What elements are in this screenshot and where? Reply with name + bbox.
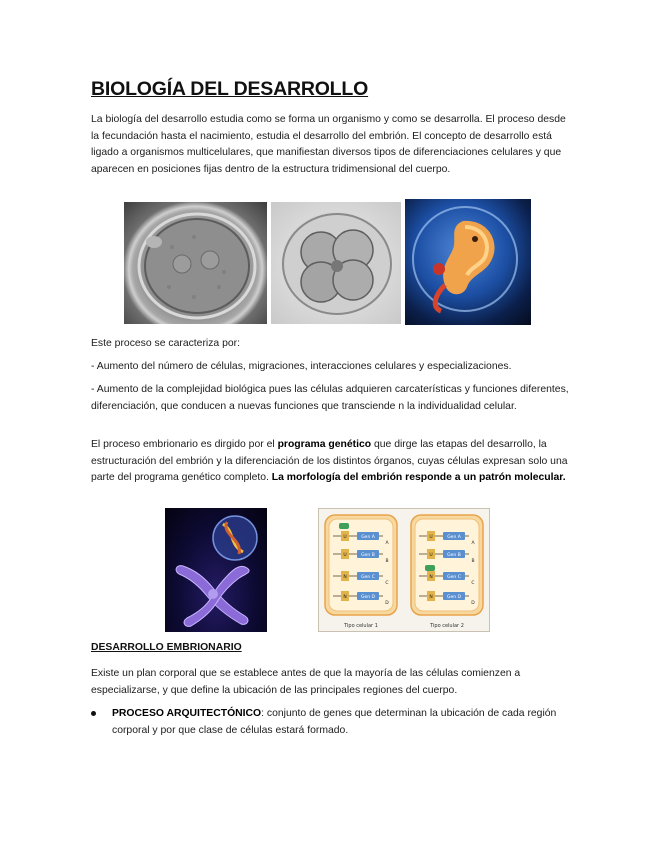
genetic-program-term: programa genético	[277, 439, 372, 450]
page-title: BIOLOGÍA DEL DESARROLLO	[91, 78, 369, 100]
product-label: C	[385, 581, 389, 586]
cleavage-cells-image	[271, 202, 401, 324]
bullet-item-architectural	[112, 706, 569, 739]
zygote-image	[124, 202, 267, 324]
bullet-text: : conjunto de genes que determinan la ubicación de cada región corporal y por que clase de células estará formado.	[112, 708, 557, 736]
regulator-label: U	[429, 553, 433, 558]
point-cell-increase: - Aumento del número de células, migraciones, interacciones celulares y especializaciones.	[91, 361, 512, 372]
gene-label: Gen A	[361, 535, 375, 540]
regulator-label: N	[429, 595, 433, 600]
gene-label: Gen C	[361, 575, 375, 580]
embryo-image	[405, 199, 531, 325]
product-label: C	[471, 581, 475, 586]
cell-type-2-label: Tipo celular 2	[430, 623, 464, 629]
regulator-label: N	[343, 575, 347, 580]
gene-label: Gen B	[361, 553, 375, 558]
product-label: A	[471, 541, 475, 546]
product-label: B	[471, 559, 475, 564]
product-label: B	[385, 559, 389, 564]
bullet-icon	[91, 711, 96, 716]
gene-label: Gen D	[446, 595, 462, 600]
section-paragraph: Existe un plan corporal que se establece antes de que la mayoría de las células comienzen a especializarse, y que define la ubicación de las principales regiones del cuerpo.	[91, 668, 521, 696]
regulator-label: U	[429, 535, 433, 540]
gene-label: Gen D	[360, 595, 376, 600]
genetic-program-paragraph	[91, 437, 569, 487]
section-heading: DESARROLLO EMBRIONARIO	[91, 642, 242, 653]
genetic-text-2: que dirge las etapas del desarrollo, la estructuración del embrión y la diferenciación de los distintos órganos, cuyas células expresan solo una parte del programa genético completo.	[91, 439, 568, 484]
regulator-label: U	[343, 535, 347, 540]
point-complexity: - Aumento de la complejidad biológica pues las células adquieren carcaterísticas y funciones diferentes, diferenciación, que conducen a nuevas funciones que transciende n la individualidad celular.	[91, 384, 569, 412]
gene-label: Gen C	[447, 575, 461, 580]
gene-label: Gen B	[447, 553, 461, 558]
cell-type-1-label: Tipo celular 1	[344, 623, 378, 629]
intro-paragraph: La biología del desarrollo estudia como se forma un organismo y como se desarrolla. El proceso desde la fecundación hasta el nacimiento, estudia el desarrollo del embrión. El concepto de desarrollo está ligado a organismos multicelulares, que manifiestan diversos tipos de diferenciaciones celulares y que aparecen en posiciones fijas dentro de la estructura tridimensional del cuerpo.	[91, 114, 566, 175]
morphology-statement: La morfología del embrión responde a un patrón molecular.	[271, 472, 566, 484]
regulator-label: U	[343, 553, 347, 558]
characterized-by-text: Este proceso se caracteriza por:	[91, 338, 241, 349]
gene-expression-diagram	[318, 508, 490, 632]
bullet-term: PROCESO ARQUITECTÓNICO	[112, 708, 262, 719]
regulator-label: N	[429, 575, 433, 580]
genetic-text-1: El proceso embrionario es dirgido por el	[91, 439, 278, 450]
gene-label: Gen A	[447, 535, 461, 540]
product-label: D	[471, 601, 475, 606]
chromosome-dna-image	[165, 508, 267, 632]
regulator-label: N	[343, 595, 347, 600]
product-label: D	[385, 601, 389, 606]
product-label: A	[385, 541, 389, 546]
